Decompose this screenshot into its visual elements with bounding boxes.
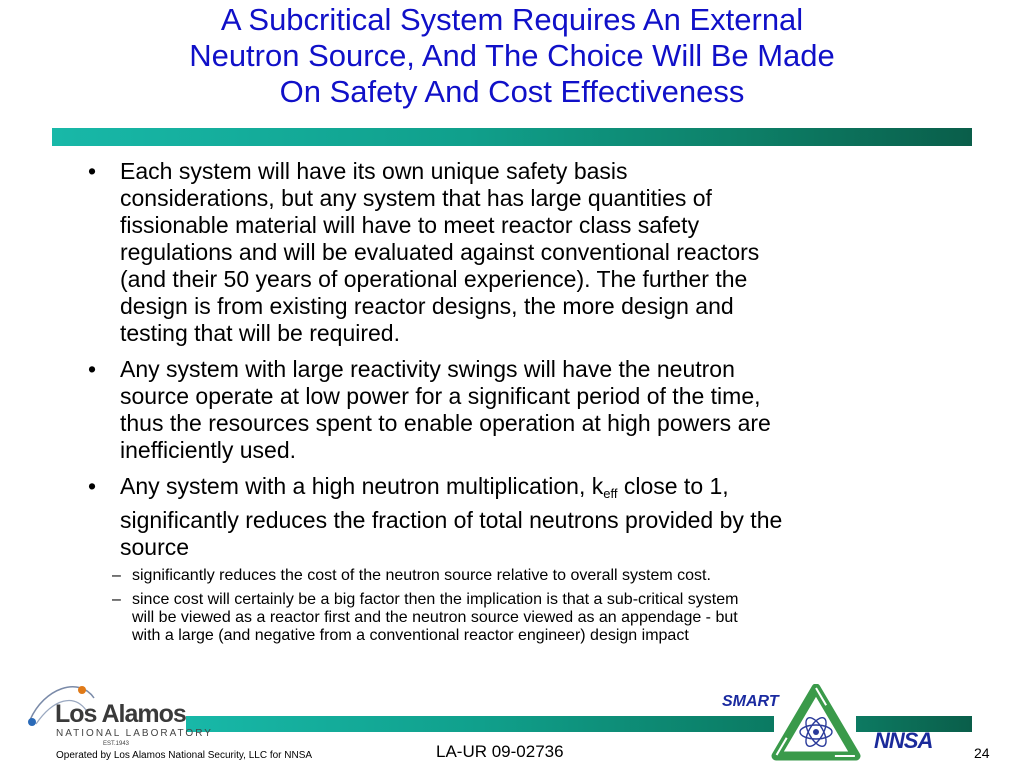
bullet-line: fissionable material will have to meet reactor class safety bbox=[120, 212, 700, 238]
bullet-line: testing that will be required. bbox=[120, 320, 400, 346]
bullet-line: Each system will have its own unique safety basis bbox=[120, 158, 628, 184]
bullet-item bbox=[88, 158, 968, 347]
lanl-established: EST.1943 bbox=[103, 741, 130, 747]
bullet-dot-icon: • bbox=[88, 356, 97, 382]
lanl-subtitle: NATIONAL LABORATORY bbox=[56, 728, 213, 739]
slide-title bbox=[40, 2, 984, 110]
slide-title-line: Neutron Source, And The Choice Will Be Made bbox=[189, 38, 835, 73]
bullet-item bbox=[88, 356, 968, 464]
operated-by-text: Operated by Los Alamos National Security, LLC for NNSA bbox=[56, 750, 313, 761]
bullet-line: source bbox=[120, 534, 190, 560]
bullet-line: inefficiently used. bbox=[120, 437, 297, 463]
bullet-dot-icon: • bbox=[88, 473, 97, 499]
bullet-line: thus the resources spent to enable operation at high powers are bbox=[120, 410, 771, 436]
bullet-dot-icon: • bbox=[88, 158, 97, 184]
title-divider-bar bbox=[52, 128, 972, 146]
sub-bullet-line: with a large (and negative from a conventional reactor engineer) design impact bbox=[132, 627, 689, 644]
slide-title-line: A Subcritical System Requires An External bbox=[220, 2, 804, 37]
sub-bullet-item bbox=[88, 591, 968, 645]
footer-bar-left bbox=[186, 716, 774, 732]
sub-bullet-dash-icon: – bbox=[112, 591, 121, 608]
sub-bullet-line: significantly reduces the cost of the neutron source relative to overall system cost. bbox=[132, 567, 711, 584]
bullet-line: considerations, but any system that has large quantities of bbox=[120, 185, 712, 211]
lanl-name: Los Alamos bbox=[55, 700, 186, 728]
sub-bullet-line: will be viewed as a reactor first and the neutron source viewed as an appendage - but bbox=[132, 609, 738, 626]
sub-bullet-line: since cost will certainly be a big factor then the implication is that a sub-critical system bbox=[132, 591, 739, 608]
sub-bullet-dash-icon: – bbox=[112, 567, 121, 584]
sub-bullet-item bbox=[88, 567, 968, 585]
slide-title-line: On Safety And Cost Effectiveness bbox=[279, 74, 745, 109]
bullet-line: regulations and will be evaluated against conventional reactors bbox=[120, 239, 760, 265]
nnsa-logo-icon: NNSA bbox=[874, 728, 933, 753]
smart-recycle-atom-icon bbox=[770, 684, 862, 762]
report-id: LA-UR 09-02736 bbox=[436, 742, 564, 761]
bullet-line: (and their 50 years of operational experience). The further the bbox=[120, 266, 748, 292]
smart-label: SMART bbox=[722, 693, 779, 710]
bullet-line: Any system with large reactivity swings will have the neutron bbox=[120, 356, 735, 382]
bullet-list bbox=[88, 158, 968, 654]
page-number: 24 bbox=[974, 745, 990, 761]
bullet-text: close to 1, bbox=[617, 473, 729, 499]
bullet-line: design is from existing reactor designs, the more design and bbox=[120, 293, 734, 319]
bullet-item bbox=[88, 473, 968, 645]
subscript-eff: eff bbox=[603, 486, 618, 501]
bullet-text: Any system with a high neutron multiplication, k bbox=[120, 473, 604, 499]
bullet-line: significantly reduces the fraction of total neutrons provided by the bbox=[120, 507, 783, 533]
bullet-line: source operate at low power for a significant period of the time, bbox=[120, 383, 761, 409]
bullet-line bbox=[120, 473, 968, 507]
